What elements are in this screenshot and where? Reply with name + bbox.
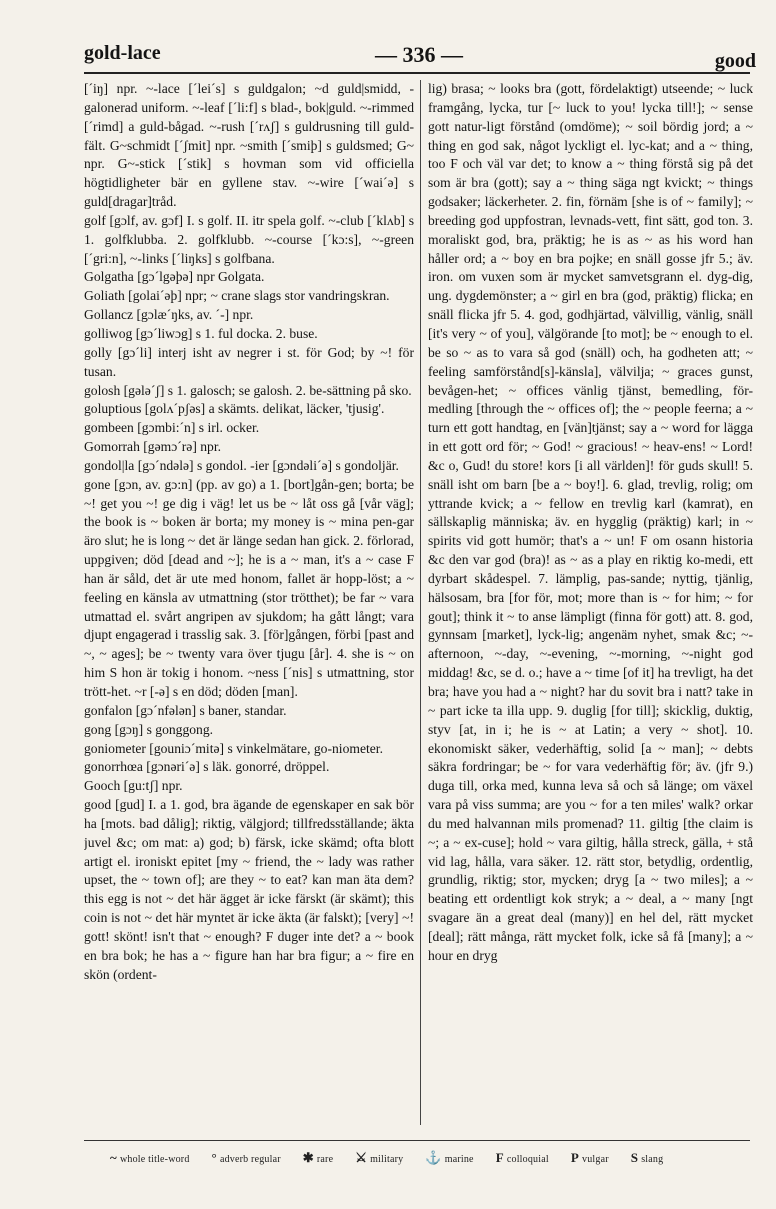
legend-item: P vulgar	[570, 1150, 609, 1165]
entry: goluptious [golʌ´pʃəs] a skämts. delikat, läcker, 'tjusig'.	[84, 401, 385, 417]
entry: gonorrhœa [gɔnəri´ə] s läk. gonorré, dröppel.	[84, 759, 330, 775]
entry: [´iŋ] npr. ~-lace [´lei´s] s guldgalon; ~d guld|smidd, -galonerad uniform. ~-leaf [´li:f] s blad-, bok|guld. ~-rimmed [´rimd] a guld-bågad. ~-rush [´rʌʃ] s guldrusning till guld-fält. G~schmidt [´ʃmit] npr. ~smith [´smiþ] s guldsmed; G~ npr. G~-stick [´stik] s hovman som vid officiella högtidligheter bär en gyllene stav. ~-wire [´wai´ə] s guld[dragar]tråd.	[84, 81, 414, 210]
entry: gone [gɔn, av. gɔ:n] (pp. av go) a 1. [bort]gån-gen; borta; be ~! get you ~! ge dig i väg! let us be ~ låt oss gå [vår väg]; the book is ~ boken är borta; my money is ~ mina pen-gar äro slut; he is long ~ det är länge sedan han gick. 2. förlorad, uppgiven; död [dead and ~]; he is a ~ man, it's a ~ case F han är såld, det är ute med honom, fallet är hopp-löst; a ~ feeling en känsla av utmattning (stor trötthet); be far ~ vara utmattad el. svårt angripen av sjukdom; ha gått långt; vara djupt engagerad i trasslig sak. 3. [för]gången, förbi [past and ~, ~ ages]; be ~ twenty vara över tjugu [år]. 4. she is ~ on him S hon är tokig i honom. ~ness [´nis] s utmattning, stor trött-het. ~r [-ə] s en död; döden [man].	[84, 476, 414, 699]
header-right-guideword: good	[714, 50, 756, 72]
entry: gombeen [gɔmbi:´n] s irl. ocker.	[84, 420, 260, 436]
legend-item: ° adverb regular	[211, 1150, 281, 1165]
page-number: — 336 —	[375, 42, 463, 67]
entry: goniometer [gouniɔ´mitə] s vinkelmätare, go-niometer.	[84, 740, 383, 756]
entry: good [gud] I. a 1. god, bra ägande de egenskaper en sak bör ha [mots. bad dålig]; riktig, välgjord; tillfredsställande; äkta juvel &c; om mat: a) god; b) färsk, icke skämd; ofta blott artigt el. ironiskt epitet [my ~ friend, the ~ lady was rather upset, the ~ town of]; are they ~ to eat? kan man äta dem? this egg is not ~ det här ägget är icke färskt (är skämt); this coin is not ~ det här myntet är icke äkta (är falskt); [very] ~! gott! skönt! isn't that ~ enough? F duger inte det? a ~ book en bra bok; he has a ~ figure han har bra figur; a ~ fire en skön (ordent-	[84, 797, 414, 982]
legend-item: ⚔ military	[355, 1150, 404, 1165]
legend-item: S slang	[630, 1150, 664, 1165]
entry: Goliath [golai´əþ] npr; ~ crane slags stor vandringskran.	[84, 288, 390, 304]
entry: golosh [gələ´ʃ] s 1. galosch; se galosh. 2. be-sättning på sko.	[84, 382, 412, 398]
legend-item: ⚓ marine	[425, 1150, 474, 1165]
page-header	[84, 42, 756, 72]
entry: golf [gɔlf, av. gɔf] I. s golf. II. itr spela golf. ~-club [´klʌb] s 1. golfklubba. 2. golfklubb. ~-course [´kɔ:s], ~-green [´gri:n], ~-links [´liŋks] s golfbana.	[84, 212, 414, 266]
entry: Gomorrah [gəmɔ´rə] npr.	[84, 439, 222, 455]
right-column	[428, 80, 753, 1128]
entry: golliwog [gɔ´liwɔg] s 1. ful docka. 2. buse.	[84, 325, 318, 341]
entry: Gollancz [gɔlæ´ŋks, av. ´-] npr.	[84, 307, 254, 323]
footer-rule	[84, 1140, 750, 1141]
column-divider	[420, 80, 421, 1125]
entry: gonfalon [gɔ´nfələn] s baner, standar.	[84, 702, 287, 718]
entry: gondol|la [gɔ´ndələ] s gondol. -ier [gɔndəli´ə] s gondoljär.	[84, 457, 399, 473]
header-left-guideword: gold-lace	[84, 42, 161, 64]
entry: golly [gɔ´li] interj isht av negrer i st. för God; by ~! för tusan.	[84, 344, 414, 379]
entry: lig) brasa; ~ looks bra (gott, fördelaktigt) utseende; ~ luck framgång, lycka, tur [~ luck to you! lycka till!]; ~ sense gott natur-ligt förstånd (omdöme); ~ soil bördig jord; a ~ thing en god sak, något lyckligt el. lyc-kat; and a ~ thing, too F och väl var det; to know a ~ thing förstå sig på det som är bra (gott); say a ~ thing säga ngt kvickt; ~ things godsaker; läckerheter. 2. fin, förnäm [she is of ~ family]; ~ breeding god uppfostran, levnads-vett, fint sätt, god ton. 3. moraliskt god, bra, präktig; he is as ~ as his word han håller ord; a ~ boy en bra pojke; en snäll gosse jfr 5.; äv. iron. om vuxen som är mycket samvetsgrann el. dyg-dig, ung. dygdemönster; a ~ girl en bra (god, präktig) flicka; en snäll flicka jfr 5. 4. god, godhjärtad, välvillig, vänlig, snäll [it's very ~ of you], välgörande [to mot]; be ~ enough to el. be so ~ as to vara så god (snäll) och, ha godheten att; ~ feeling samförstånd[s]-känsla], välvilja; ~ graces gunst, bevågen-het; ~ offices vänlig tjänst, bemedling, för-medling [through the ~ offices of]; the ~ people feerna; a ~ turn ett gott handtag, en [vän]tjänst; say a ~ word for lägga in ett gott ord för; ~ God! ~ gracious! ~ heav-ens! ~ Lord! &c o, Gud! du store! kors [i all världen]! för guds skull! 5. snäll isht om barn [be a ~ boy!]. 6. glad, trevlig, rolig; om yttrande kvick; a ~ fellow en trevlig karl (kamrat), en sällskaplig människa; äv. en hygglig (präktig) karl; in ~ spirits vid gott humör; that's a ~ un! F om osann historia &c den var god (bra)! as ~ as a play en riktig ko-medi, ett dyrbart skådespel. 7. lämplig, pas-sande; nyttig, tjänlig, hälsosam, bra [for för, mot; more than is ~ for him; ~ for gout]; think it ~ to anse lämpligt (finna för gott) att. 8. god, gynnsam [market], lyck-lig; angenäm nyhet, smak &c; ~-afternoon, ~-day, ~-evening, ~-morning, ~-night god middag! &c, se d. o.; have a ~ time [of it] ha trevligt, ha det bra; have you had a ~ night? har du sovit bra i natt? take in ~ part icke ta illa upp. 9. duglig [for till]; skicklig, duktig, styv [at, in i; he is ~ at Latin; a very ~ shot]. 10. ekonomiskt säker, vederhäftig, solid [a ~ man]; ~ debts säkra fordringar; be ~ for vara vederhäftig för; äv. (jfr 9.) duga till, orka med, kunna leva så och så länge; om växel vara på viss summa; are you ~ for a ten miles' walk? orkar du med halvannan mils promenad? 11. giltig [the claim is ~; a ~ ex-cuse]; hold ~ vara giltig, hålla streck, gälla, + stå vid lag, hålla, vara säker. 12. rätt stor, betydlig, ordentlig, grundlig, riktig; stor, mycken; dryg [a ~ two miles]; a ~ beating ett ordentligt kok stryk; a ~ deal, a ~ many [ngt svagare än a great deal (many)] en hel del, rätt mycket [deal]; rätt många, rätt mycket folk, icke så få [many]; a ~ hour en dryg	[428, 81, 753, 963]
legend-item: ✱ rare	[302, 1150, 334, 1165]
entry: Golgatha [gɔ´lgəþə] npr Golgata.	[84, 269, 265, 285]
entry: Gooch [gu:tʃ] npr.	[84, 778, 183, 794]
symbol-legend	[110, 1150, 750, 1166]
entry: gong [gɔŋ] s gonggong.	[84, 721, 214, 737]
left-column	[84, 80, 414, 1128]
header-rule	[84, 72, 750, 74]
legend-item: F colloquial	[495, 1150, 549, 1165]
legend-item: ~ whole title-word	[110, 1150, 190, 1165]
